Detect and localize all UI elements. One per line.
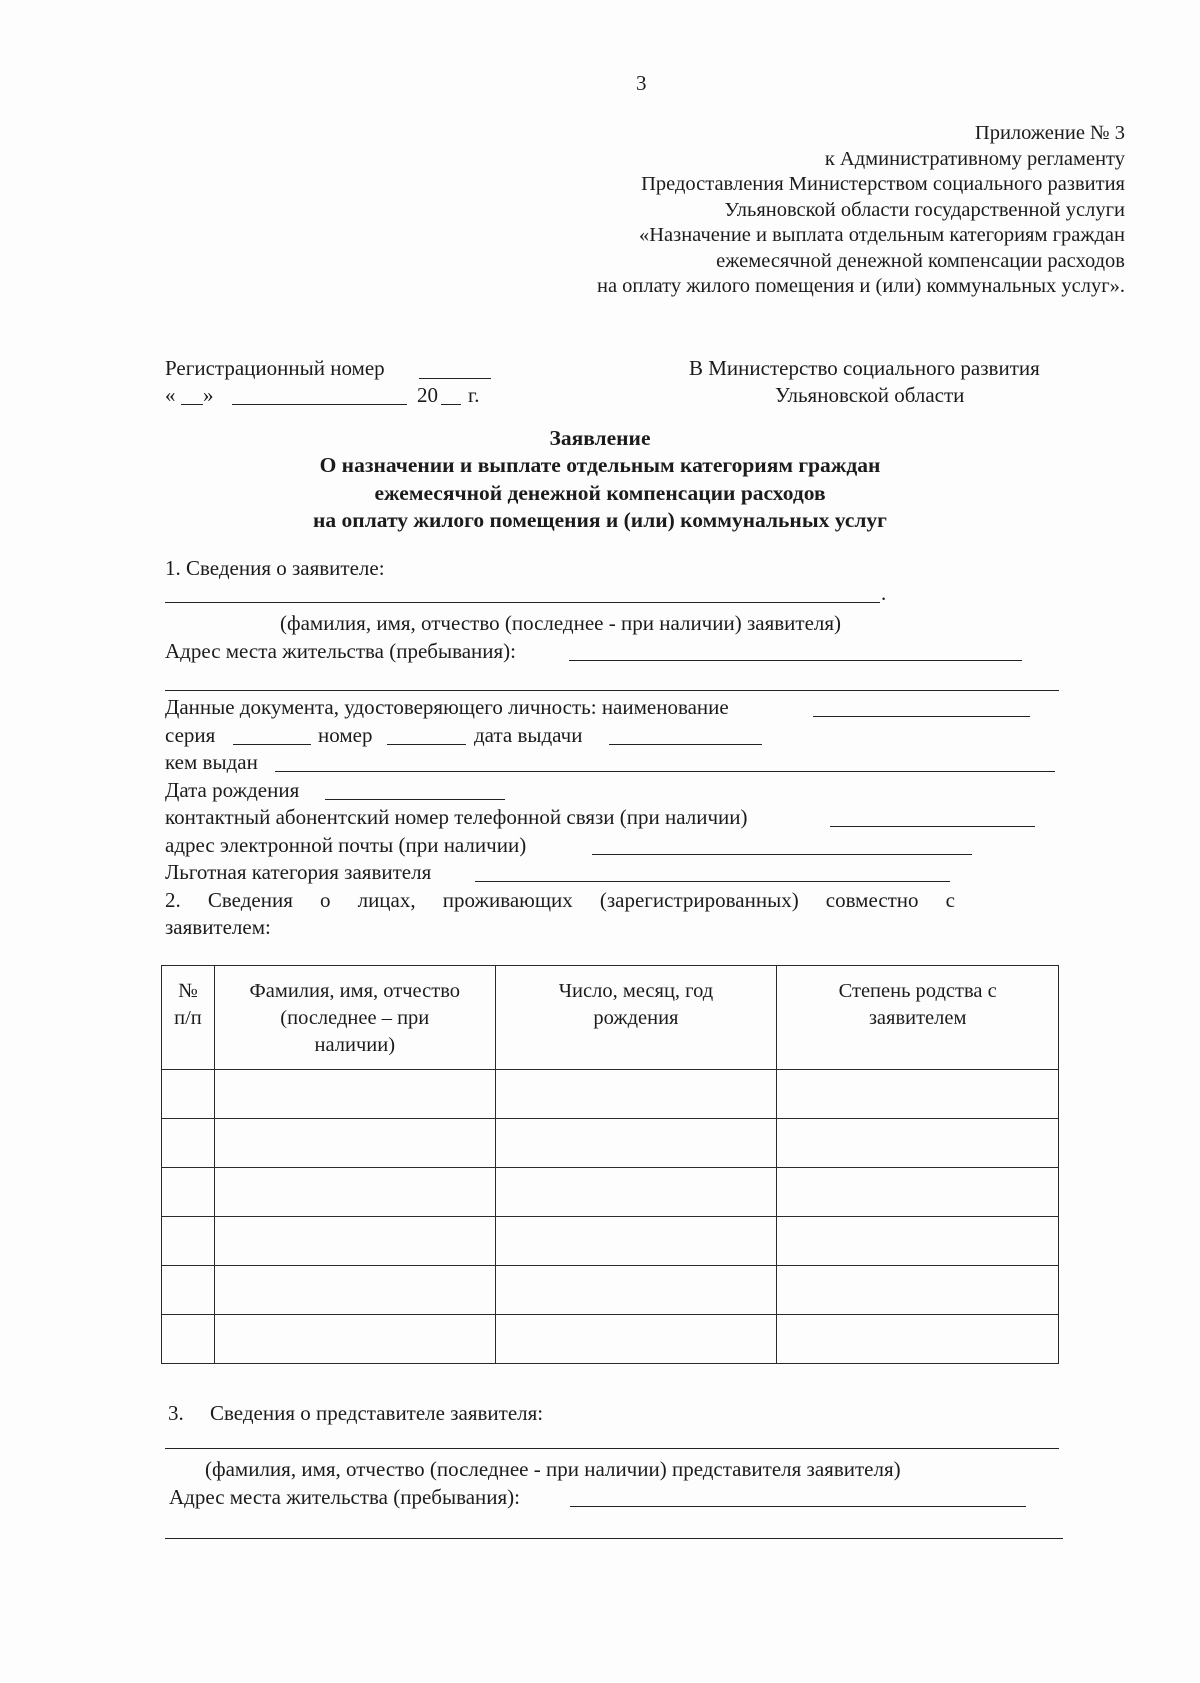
date-day-field[interactable] <box>181 404 203 405</box>
email-label: адрес электронной почты (при наличии) <box>165 833 527 857</box>
issued-by-field[interactable] <box>275 771 1055 772</box>
table-cell[interactable] <box>777 1168 1059 1217</box>
email-field[interactable] <box>592 854 972 855</box>
phone-label: контактный абонентский номер телефонной связи (при наличии) <box>165 805 748 829</box>
recipient-line2: Ульяновской области <box>775 383 965 407</box>
registration-number-field[interactable] <box>419 378 491 379</box>
page-number: 3 <box>636 71 647 95</box>
annex-line: к Административному регламенту <box>824 147 1125 170</box>
section2-heading-continued: заявителем: <box>165 915 271 939</box>
cohabitants-table <box>161 965 1059 1364</box>
table-row <box>162 1070 1059 1119</box>
series-label: серия <box>165 723 216 747</box>
table-cell[interactable] <box>214 1168 495 1217</box>
address-field[interactable] <box>569 660 1022 661</box>
table-row <box>162 1168 1059 1217</box>
registration-number-label: Регистрационный номер <box>165 356 385 380</box>
date-open-quote: « <box>165 383 176 407</box>
representative-address-field-line2[interactable] <box>165 1538 1063 1539</box>
table-cell[interactable] <box>777 1217 1059 1266</box>
number-field[interactable] <box>387 744 466 745</box>
table-cell[interactable] <box>495 1315 777 1364</box>
year-prefix: 20 <box>417 383 438 407</box>
form-subtitle-line1: О назначении и выплате отдельным категориям граждан <box>319 453 881 477</box>
representative-address-label: Адрес места жительства (пребывания): <box>169 1485 521 1509</box>
form-subtitle-line3: на оплату жилого помещения и (или) коммунальных услуг <box>313 508 887 532</box>
recipient-line1: В Министерство социального развития <box>689 356 1040 380</box>
section1-heading: 1. Сведения о заявителе: <box>165 556 385 580</box>
representative-address-field[interactable] <box>570 1506 1026 1507</box>
table-cell[interactable] <box>214 1070 495 1119</box>
series-field[interactable] <box>233 744 311 745</box>
annex-line: Приложение № 3 <box>974 122 1125 144</box>
table-cell[interactable] <box>777 1315 1059 1364</box>
issue-date-field[interactable] <box>609 744 762 745</box>
phone-field[interactable] <box>830 826 1035 827</box>
table-cell[interactable] <box>214 1315 495 1364</box>
column-header-text: Фамилия, имя, отчество <box>249 980 460 1002</box>
date-year-field[interactable] <box>441 404 461 405</box>
benefit-category-label: Льготная категория заявителя <box>165 860 432 884</box>
table-row <box>162 1217 1059 1266</box>
table-cell[interactable] <box>162 1315 215 1364</box>
address-field-line2[interactable] <box>165 690 1059 691</box>
table-cell[interactable] <box>495 1119 777 1168</box>
form-title: Заявление <box>549 426 651 450</box>
table-cell[interactable] <box>777 1266 1059 1315</box>
section2-heading: 2. Сведения о лицах, проживающих (зарегистрированных) совместно с <box>165 888 955 912</box>
representative-name-caption: (фамилия, имя, отчество (последнее - при наличии) представителя заявителя) <box>205 1457 901 1481</box>
column-header-text: п/п <box>174 1007 202 1029</box>
applicant-name-caption: (фамилия, имя, отчество (последнее - при наличии) заявителя) <box>280 611 842 635</box>
id-document-label: Данные документа, удостоверяющего личность: наименование <box>165 695 729 719</box>
column-header-relationship <box>777 966 1059 1070</box>
applicant-name-field[interactable] <box>165 602 880 603</box>
issue-date-label: дата выдачи <box>474 723 583 747</box>
section3-heading: Сведения о представителе заявителя: <box>210 1401 544 1425</box>
date-close-quote: » <box>203 383 214 407</box>
table-row <box>162 1266 1059 1315</box>
table-cell[interactable] <box>162 1070 215 1119</box>
table-cell[interactable] <box>777 1119 1059 1168</box>
column-header-text: Число, месяц, год <box>558 980 714 1002</box>
column-header-text: № <box>178 980 198 1002</box>
date-month-field[interactable] <box>232 404 407 405</box>
table-cell[interactable] <box>162 1119 215 1168</box>
table-cell[interactable] <box>162 1266 215 1315</box>
birth-date-label: Дата рождения <box>165 778 300 802</box>
table-cell[interactable] <box>777 1070 1059 1119</box>
applicant-name-end: . <box>881 581 887 605</box>
table-row <box>162 1119 1059 1168</box>
column-header-text: рождения <box>593 1007 679 1029</box>
annex-line: на оплату жилого помещения и (или) коммунальных услуг». <box>596 275 1125 297</box>
table-cell[interactable] <box>162 1168 215 1217</box>
form-subtitle-line2: ежемесячной денежной компенсации расходов <box>374 481 826 505</box>
table-cell[interactable] <box>214 1217 495 1266</box>
table-cell[interactable] <box>162 1217 215 1266</box>
column-header-text: наличии) <box>314 1034 396 1056</box>
table-cell[interactable] <box>495 1168 777 1217</box>
annex-line: ежемесячной денежной компенсации расходов <box>716 249 1125 272</box>
column-header-birth-date <box>495 966 777 1070</box>
table-cell[interactable] <box>495 1266 777 1315</box>
column-header-full-name <box>214 966 495 1070</box>
id-document-name-field[interactable] <box>813 716 1030 717</box>
birth-date-field[interactable] <box>325 799 505 800</box>
column-header-text: Степень родства с <box>838 980 997 1002</box>
year-suffix: г. <box>468 383 480 407</box>
benefit-category-field[interactable] <box>475 881 950 882</box>
annex-line: Ульяновской области государственной услуги <box>724 198 1125 221</box>
table-cell[interactable] <box>495 1070 777 1119</box>
address-label: Адрес места жительства (пребывания): <box>165 639 517 663</box>
annex-line: «Назначение и выплата отдельным категориям граждан <box>638 224 1125 246</box>
column-header-text: заявителем <box>868 1007 967 1029</box>
table-header-row <box>162 966 1059 1070</box>
number-label: номер <box>318 723 373 747</box>
annex-header <box>597 121 1125 300</box>
table-row <box>162 1315 1059 1364</box>
table-cell[interactable] <box>214 1266 495 1315</box>
section3-number: 3. <box>168 1401 184 1425</box>
column-header-number <box>162 966 215 1070</box>
representative-name-field[interactable] <box>165 1448 1059 1449</box>
column-header-text: (последнее – при <box>280 1007 430 1029</box>
table-cell[interactable] <box>495 1217 777 1266</box>
issued-by-label: кем выдан <box>165 750 258 774</box>
annex-line: Предоставления Министерством социального развития <box>641 173 1125 195</box>
table-cell[interactable] <box>214 1119 495 1168</box>
